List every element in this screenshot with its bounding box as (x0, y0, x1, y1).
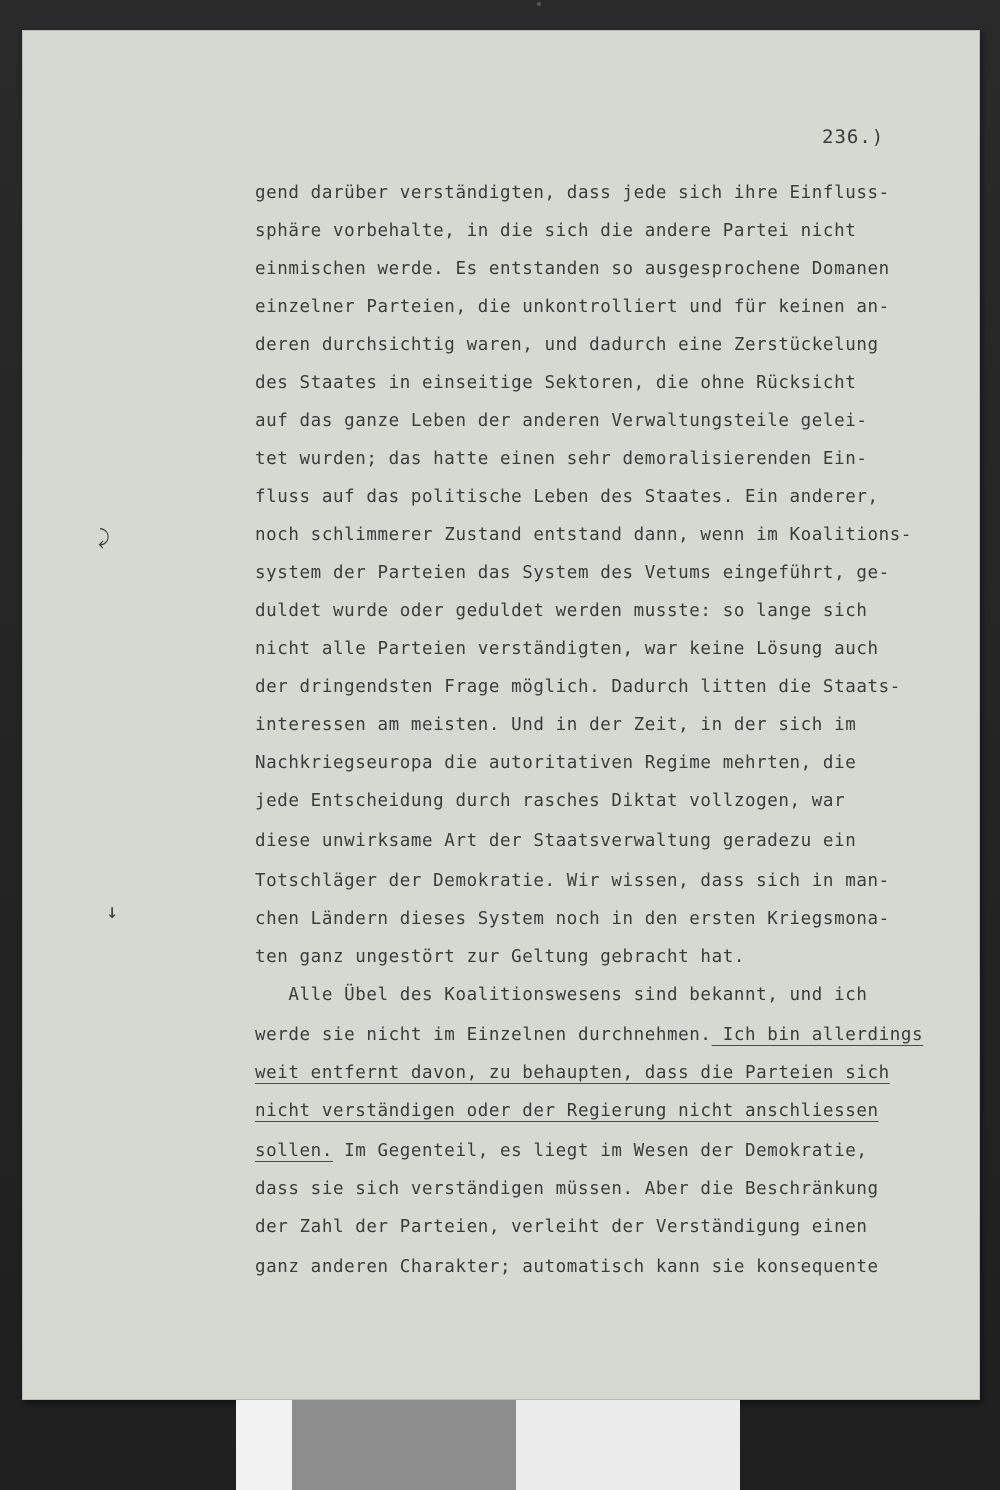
text-segment: werde sie nicht im Einzelnen durchnehmen. (255, 1025, 712, 1045)
text-line: sphäre vorbehalte, in die sich die andere Partei nicht (255, 221, 857, 241)
typewritten-page (22, 30, 980, 1400)
text-line: deren durchsichtig waren, und dadurch eine Zerstückelung (255, 335, 879, 355)
text-line: gend darüber verständigten, dass jede sich ihre Einfluss- (255, 183, 890, 203)
text-line (255, 1024, 923, 1046)
underlined-text: weit entfernt davon, zu behaupten, dass die Parteien sich (255, 1063, 890, 1083)
text-line: auf das ganze Leben der anderen Verwaltungsteile gelei- (255, 411, 868, 431)
text-line: duldet wurde oder geduldet werden musste: so lange sich (255, 601, 868, 621)
text-line: ten ganz ungestört zur Geltung gebracht hat. (255, 947, 745, 967)
text-line: einmischen werde. Es entstanden so ausgesprochene Domanen (255, 259, 890, 279)
text-line: Totschläger der Demokratie. Wir wissen, dass sich in man- (255, 871, 890, 891)
text-line (255, 1140, 867, 1162)
text-line (255, 1100, 879, 1122)
punch-mark-icon: ⤸ (98, 525, 110, 549)
dust-speck (537, 2, 541, 6)
underlined-text: nicht verständigen oder der Regierung nicht anschliessen (255, 1101, 879, 1121)
text-line: der dringendsten Frage möglich. Dadurch litten die Staats- (255, 677, 901, 697)
text-line: dass sie sich verständigen müssen. Aber die Beschränkung (255, 1179, 879, 1199)
text-line: fluss auf das politische Leben des Staates. Ein anderer, (255, 487, 879, 507)
text-line: Nachkriegseuropa die autoritativen Regime mehrten, die (255, 753, 857, 773)
text-line: system der Parteien das System des Vetums eingeführt, ge- (255, 563, 890, 583)
calibration-light-patch (516, 1400, 740, 1490)
text-line (255, 1062, 890, 1084)
text-line: noch schlimmerer Zustand entstand dann, wenn im Koalitions- (255, 525, 913, 545)
calibration-white-patch (236, 1400, 292, 1490)
text-line: der Zahl der Parteien, verleiht der Verständigung einen (255, 1217, 868, 1237)
page-number: 236.) (822, 126, 885, 148)
text-line: nicht alle Parteien verständigten, war keine Lösung auch (255, 639, 879, 659)
text-line: chen Ländern dieses System noch in den ersten Kriegsmona- (255, 909, 890, 929)
text-line: Alle Übel des Koalitionswesens sind bekannt, und ich (255, 985, 868, 1005)
text-line: des Staates in einseitige Sektoren, die ohne Rücksicht (255, 373, 857, 393)
text-line: interessen am meisten. Und in der Zeit, in der sich im (255, 715, 857, 735)
text-line: diese unwirksame Art der Staatsverwaltung geradezu ein (255, 831, 857, 851)
text-line: ganz anderen Charakter; automatisch kann sie konsequente (255, 1257, 879, 1277)
text-line: jede Entscheidung durch rasches Diktat vollzogen, war (255, 791, 846, 811)
text-segment: Im Gegenteil, es liegt im Wesen der Demokratie, (332, 1141, 868, 1161)
punch-mark-icon: ↓ (106, 899, 119, 923)
calibration-gray-patch (292, 1400, 516, 1490)
underlined-text: sollen. (255, 1141, 333, 1161)
color-calibration-strip (236, 1400, 756, 1490)
underlined-text: Ich bin allerdings (711, 1025, 924, 1045)
text-line: tet wurden; das hatte einen sehr demoralisierenden Ein- (255, 449, 868, 469)
text-line: einzelner Parteien, die unkontrolliert und für keinen an- (255, 297, 890, 317)
